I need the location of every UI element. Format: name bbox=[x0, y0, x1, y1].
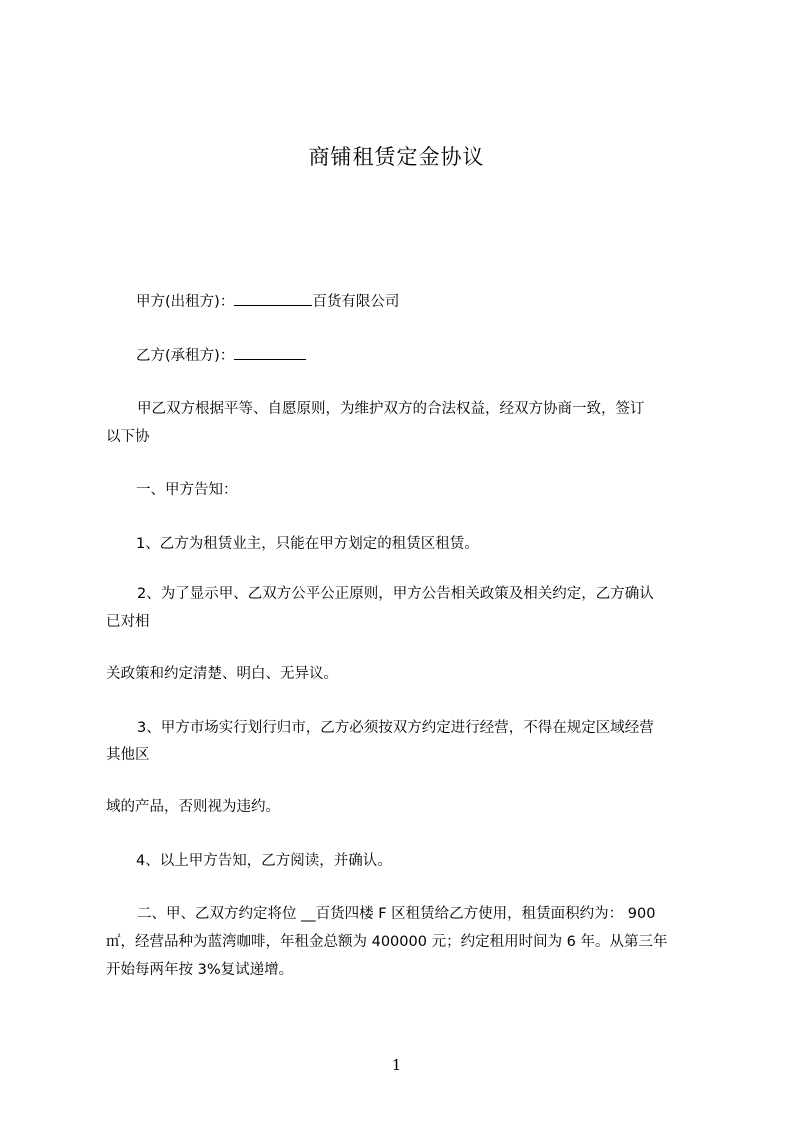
document-title: 商铺租赁定金协议 bbox=[308, 145, 485, 169]
intro-line-1: 甲乙双方根据平等、自愿原则，为维护双方的合法权益，经双方协商一致，签订 bbox=[137, 401, 645, 417]
party-a-label: 甲方(出租方)： bbox=[136, 294, 235, 310]
section-1-heading: 一、甲方告知： bbox=[136, 482, 238, 498]
party-a-line bbox=[136, 291, 736, 312]
intro-line-2: 以下协 bbox=[106, 429, 150, 445]
party-b-label: 乙方(承租方)： bbox=[136, 348, 235, 364]
section-2-line-3: 开始每两年按 3%复试递增。 bbox=[106, 962, 294, 978]
section-2-line-2: ㎡，经营品种为蓝湾咖啡，年租金总额为 400000 元；约定租用时间为 6 年。从第三年 bbox=[106, 934, 668, 950]
party-b-line bbox=[136, 345, 736, 366]
item-2-line-1: 2、为了显示甲、乙双方公平公正原则，甲方公告相关政策及相关约定，乙方确认 bbox=[137, 586, 654, 602]
party-a-suffix: 百货有限公司 bbox=[312, 294, 400, 310]
item-3-line-2: 其他区 bbox=[106, 747, 150, 763]
item-2-line-3: 关政策和约定清楚、明白、无异议。 bbox=[106, 666, 338, 682]
page-number: 1 bbox=[391, 1056, 402, 1074]
item-3-line-1: 3、甲方市场实行划行归市，乙方必须按双方约定进行经营，不得在规定区域经营 bbox=[137, 720, 654, 736]
item-2-line-2: 已对相 bbox=[106, 614, 150, 630]
item-1: 1、乙方为租赁业主，只能在甲方划定的租赁区租赁。 bbox=[136, 536, 479, 552]
section-2-line-1: 二、甲、乙双方约定将位 __百货四楼 F 区租赁给乙方使用，租赁面积约为： 900 bbox=[137, 906, 656, 922]
item-3-line-3: 域的产品，否则视为违约。 bbox=[106, 799, 280, 815]
party-b-blank bbox=[234, 345, 306, 360]
item-4: 4、以上甲方告知，乙方阅读，并确认。 bbox=[136, 853, 392, 869]
party-a-blank bbox=[234, 291, 312, 306]
